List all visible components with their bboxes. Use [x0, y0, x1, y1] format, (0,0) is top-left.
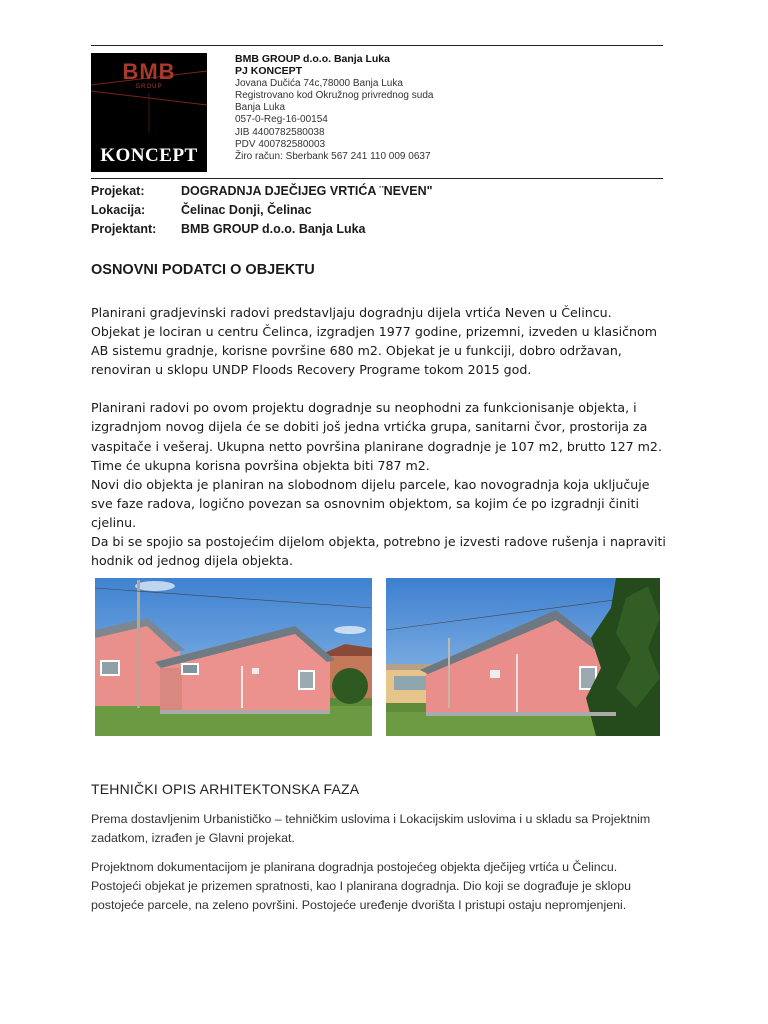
- company-reg-number: 057-0-Reg-16-00154: [235, 114, 328, 126]
- location-label: Lokacija:: [91, 203, 146, 217]
- company-info: [235, 53, 433, 164]
- company-logo: [91, 53, 207, 172]
- section2-para2: Projektnom dokumentacijom je planirana dogradnja postojećeg objekta dječijeg vrtića u Čelincu. Postojeći objekat je prizemen spratnosti, kao I planirana dogradnja. Dio koji se dograđuje je sklopu postojeće parcele, na zeleno površini. Postojeće uređenje dvorišta I pristupi ostaju nepromjenjeni.: [91, 860, 631, 912]
- logo-name: KONCEPT: [100, 145, 198, 166]
- section1-para5: Da bi se spojio sa postojećim dijelom objekta, potrebno je izvesti radove rušenja i napraviti hodnik od jednog dijela objekta.: [91, 534, 666, 569]
- section1-para3: Planirani radovi po ovom projektu dogradnje su neophodni za funkcionisanje objekta, i izgradnjom novog dijela će se dobiti još jedna vrtićka grupa, sanitarni čvor, prostorija za vaspitače i vešeraj. Ukupna netto površina planirane dogradnje je 107 m2, brutto 127 m2. Time će ukupna korisna površina objekta biti 787 m2.: [91, 400, 662, 473]
- designer-row: [91, 220, 433, 239]
- project-value: DOGRADNJA DJEČIJEG VRTIĆA ¨NEVEN": [181, 184, 433, 198]
- company-city: Banja Luka: [235, 102, 286, 114]
- section1-body: [91, 303, 666, 570]
- building-photo-2: [386, 578, 660, 736]
- project-row: [91, 182, 433, 201]
- project-label: Projekat:: [91, 184, 145, 198]
- location-value: Čelinac Donji, Čelinac: [181, 203, 312, 217]
- company-address: Jovana Dučića 74c,78000 Banja Luka: [235, 77, 403, 89]
- section2-heading: TEHNIČKI OPIS ARHITEKTONSKA FAZA: [91, 781, 360, 797]
- company-registry: Registrovano kod Okružnog privrednog suda: [235, 89, 434, 101]
- company-name: BMB GROUP d.o.o. Banja Luka: [235, 53, 390, 65]
- section2-body: [91, 810, 666, 925]
- logo-brand: BMB: [122, 59, 176, 84]
- company-account: Žiro račun: Sberbank 567 241 110 009 0637: [235, 151, 431, 163]
- section1-para2: Objekat je lociran u centru Čelinca, izgradjen 1977 godine, prizemni, izveden u klasičnom AB sistemu gradnje, korisne površine 680 m2. Objekat je u funkciji, dobro održavan, renoviran u sklopu UNDP Floods Recovery Programe tokom 2015 god.: [91, 324, 658, 378]
- building-photo-1: [95, 578, 372, 736]
- header-rule: [91, 178, 663, 179]
- section1-para4: Novi dio objekta je planiran na slobodnom dijelu parcele, kao novogradnja koja uključuje sve faze radova, logično povezan sa osnovnim objektom, sa kojim će po izgradnji činiti cjelinu.: [91, 476, 650, 530]
- location-row: [91, 201, 433, 220]
- company-unit: PJ KONCEPT: [235, 65, 303, 78]
- company-pdv: PDV 400782580003: [235, 139, 326, 151]
- section2-para1: Prema dostavljenim Urbanističko – tehničkim uslovima i Lokacijskim uslovima i u skladu sa Projektnim zadatkom, izrađen je Glavni projekat.: [91, 812, 651, 845]
- section1-para1: Planirani gradjevinski radovi predstavljaju dogradnju dijela vrtića Neven u Čelincu.: [91, 305, 612, 320]
- project-info: [91, 182, 433, 239]
- company-jib: JIB 4400782580038: [235, 126, 325, 138]
- designer-label: Projektant:: [91, 222, 157, 236]
- section1-heading: OSNOVNI PODATCI O OBJEKTU: [91, 262, 315, 278]
- top-rule: [91, 45, 663, 46]
- designer-value: BMB GROUP d.o.o. Banja Luka: [181, 222, 366, 236]
- logo-group: GROUP: [135, 84, 163, 90]
